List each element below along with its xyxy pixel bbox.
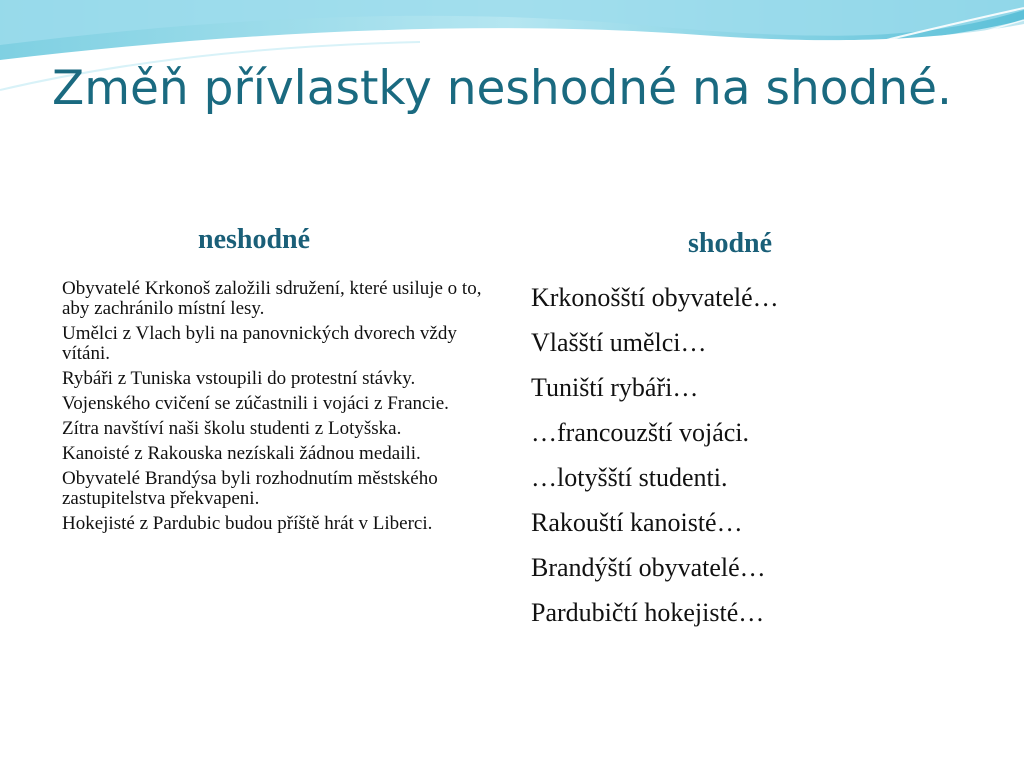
neshodne-sentence-list — [62, 279, 502, 539]
column-header-neshodne: neshodné — [198, 224, 311, 255]
list-item: Zítra navštíví naši školu studenti z Lotyšska. — [62, 418, 402, 439]
list-item: Obyvatelé Brandýsa byli rozhodnutím městského zastupitelstva překvapeni. — [62, 468, 438, 509]
column-header-shodne: shodné — [688, 228, 773, 259]
list-item: Umělci z Vlach byli na panovnických dvorech vždy vítáni. — [62, 323, 457, 364]
list-item: Obyvatelé Krkonoš založili sdružení, které usiluje o to, aby zachránilo místní lesy. — [62, 278, 482, 319]
list-item: Vojenského cvičení se zúčastnili i vojáci z Francie. — [62, 393, 449, 414]
list-item: Pardubičtí hokejisté… — [531, 598, 765, 627]
list-item: Hokejisté z Pardubic budou příště hrát v Liberci. — [62, 513, 433, 534]
list-item: Kanoisté z Rakouska nezískali žádnou medaili. — [62, 443, 421, 464]
shodne-answer-list — [531, 283, 1001, 643]
list-item: Brandýští obyvatelé… — [531, 553, 766, 582]
list-item: …francouzští vojáci. — [531, 418, 750, 447]
list-item: Rakouští kanoisté… — [531, 508, 743, 537]
list-item: Krkonošští obyvatelé… — [531, 283, 779, 312]
list-item: Tuniští rybáři… — [531, 373, 699, 402]
slide-title: Změň přívlastky neshodné na shodné. — [52, 61, 952, 116]
list-item: Vlašští umělci… — [531, 328, 707, 357]
list-item: …lotyšští studenti. — [531, 463, 728, 492]
list-item: Rybáři z Tuniska vstoupili do protestní stávky. — [62, 368, 416, 389]
